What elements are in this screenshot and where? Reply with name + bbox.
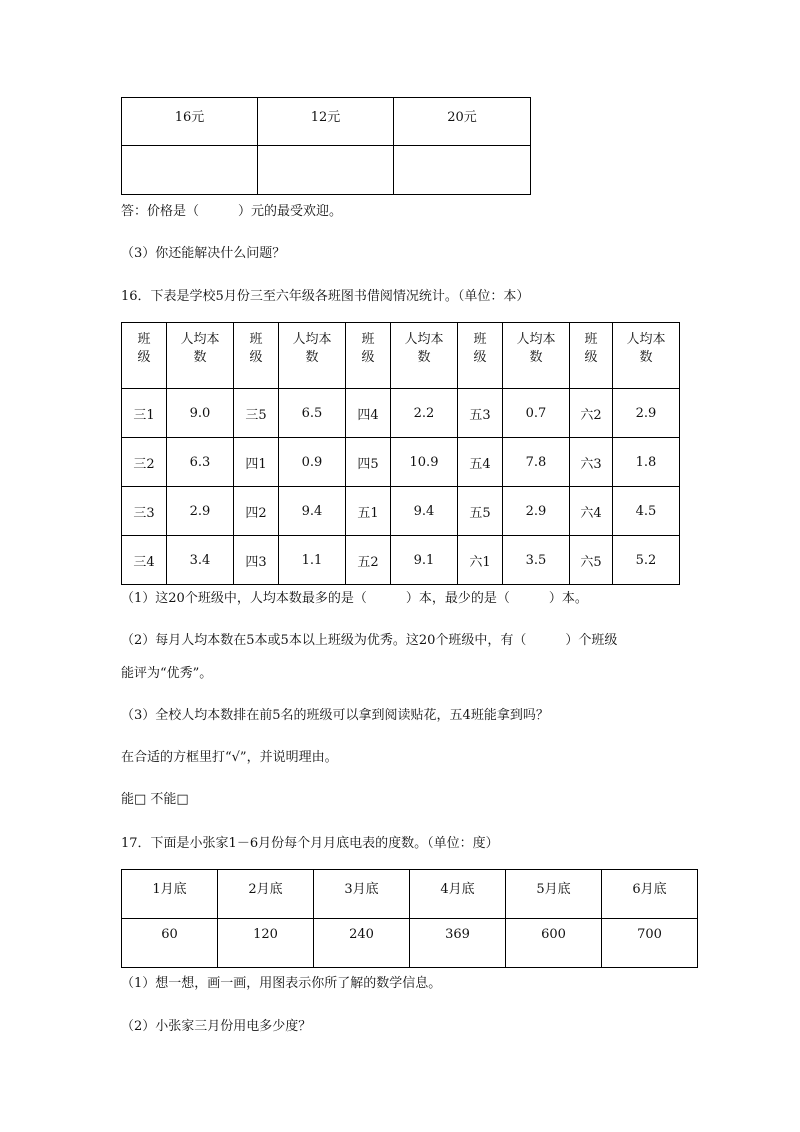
table-row — [122, 487, 680, 536]
avg-cell: 10.9 — [391, 438, 458, 487]
q16-sub3: （3）全校人均本数排在前5名的班级可以拿到阅读贴花，五4班能拿到吗？ — [121, 708, 549, 723]
class-cell: 五3 — [458, 389, 503, 438]
price-header: 16元 — [122, 98, 258, 146]
avg-cell: 7.8 — [503, 438, 570, 487]
avg-cell: 1.1 — [279, 536, 346, 585]
class-cell: 六1 — [458, 536, 503, 585]
avg-cell: 2.9 — [613, 389, 680, 438]
avg-header: 人均本 数 — [167, 323, 234, 389]
month-header: 3月底 — [314, 870, 410, 919]
meter-reading-table — [121, 869, 698, 968]
meter-value-cell: 369 — [410, 919, 506, 968]
avg-header: 人均本 数 — [391, 323, 458, 389]
class-header: 班 级 — [458, 323, 503, 389]
meter-value-cell: 600 — [506, 919, 602, 968]
q16-choices: 能□ 不能□ — [121, 792, 189, 807]
avg-cell: 0.9 — [279, 438, 346, 487]
meter-value-cell: 240 — [314, 919, 410, 968]
avg-cell: 3.4 — [167, 536, 234, 585]
class-cell: 五4 — [458, 438, 503, 487]
q15-sub3: （3）你还能解决什么问题？ — [121, 246, 286, 261]
q17-sub2: （2）小张家三月份用电多少度？ — [121, 1019, 312, 1034]
class-cell: 四4 — [346, 389, 391, 438]
class-cell: 五1 — [346, 487, 391, 536]
class-cell: 六4 — [570, 487, 613, 536]
month-header: 2月底 — [218, 870, 314, 919]
class-cell: 六5 — [570, 536, 613, 585]
avg-cell: 5.2 — [613, 536, 680, 585]
price-header: 12元 — [258, 98, 394, 146]
avg-header: 人均本 数 — [613, 323, 680, 389]
q16-sub1: （1）这20个班级中，人均本数最多的是（ ）本，最少的是（ ）本。 — [121, 591, 588, 606]
class-cell: 三2 — [122, 438, 167, 487]
class-header: 班 级 — [122, 323, 167, 389]
class-cell: 三4 — [122, 536, 167, 585]
avg-cell: 2.9 — [503, 487, 570, 536]
class-header: 班 级 — [234, 323, 279, 389]
class-cell: 四3 — [234, 536, 279, 585]
class-reading-table — [121, 322, 680, 585]
avg-cell: 2.2 — [391, 389, 458, 438]
avg-cell: 0.7 — [503, 389, 570, 438]
avg-cell: 9.4 — [279, 487, 346, 536]
meter-value-cell: 700 — [602, 919, 698, 968]
avg-cell: 9.0 — [167, 389, 234, 438]
month-header: 1月底 — [122, 870, 218, 919]
class-cell: 三3 — [122, 487, 167, 536]
avg-cell: 6.5 — [279, 389, 346, 438]
month-header: 6月底 — [602, 870, 698, 919]
class-cell: 六3 — [570, 438, 613, 487]
q17-title: 17．下面是小张家1－6月份每个月月底电表的度数。（单位：度） — [121, 836, 499, 851]
month-header: 4月底 — [410, 870, 506, 919]
q15-answer-line: 答：价格是（ ）元的最受欢迎。 — [121, 204, 343, 219]
avg-cell: 9.1 — [391, 536, 458, 585]
avg-cell: 9.4 — [391, 487, 458, 536]
avg-cell: 1.8 — [613, 438, 680, 487]
meter-value-cell: 120 — [218, 919, 314, 968]
class-header: 班 级 — [570, 323, 613, 389]
class-cell: 四5 — [346, 438, 391, 487]
avg-cell: 6.3 — [167, 438, 234, 487]
price-table — [121, 97, 531, 195]
class-cell: 三1 — [122, 389, 167, 438]
q16-sub2-line2: 能评为“优秀”。 — [121, 666, 213, 681]
class-cell: 六2 — [570, 389, 613, 438]
avg-header: 人均本 数 — [279, 323, 346, 389]
avg-cell: 2.9 — [167, 487, 234, 536]
table-row — [122, 438, 680, 487]
q16-sub2-line1: （2）每月人均本数在5本或5本以上班级为优秀。这20个班级中，有（ ）个班级 — [121, 633, 618, 648]
price-blank-cell — [122, 146, 258, 195]
class-cell: 四2 — [234, 487, 279, 536]
q16-title: 16．下表是学校5月份三至六年级各班图书借阅情况统计。（单位：本） — [121, 289, 530, 304]
price-blank-cell — [258, 146, 394, 195]
avg-header: 人均本 数 — [503, 323, 570, 389]
month-header: 5月底 — [506, 870, 602, 919]
table-row — [122, 389, 680, 438]
class-cell: 五5 — [458, 487, 503, 536]
meter-value-cell: 60 — [122, 919, 218, 968]
q17-sub1: （1）想一想，画一画，用图表示你所了解的数学信息。 — [121, 976, 442, 991]
class-cell: 三5 — [234, 389, 279, 438]
table-row — [122, 536, 680, 585]
price-header: 20元 — [394, 98, 531, 146]
class-header: 班 级 — [346, 323, 391, 389]
class-cell: 五2 — [346, 536, 391, 585]
avg-cell: 4.5 — [613, 487, 680, 536]
class-cell: 四1 — [234, 438, 279, 487]
price-blank-cell — [394, 146, 531, 195]
q16-instruction: 在合适的方框里打“√”，并说明理由。 — [121, 750, 338, 765]
avg-cell: 3.5 — [503, 536, 570, 585]
